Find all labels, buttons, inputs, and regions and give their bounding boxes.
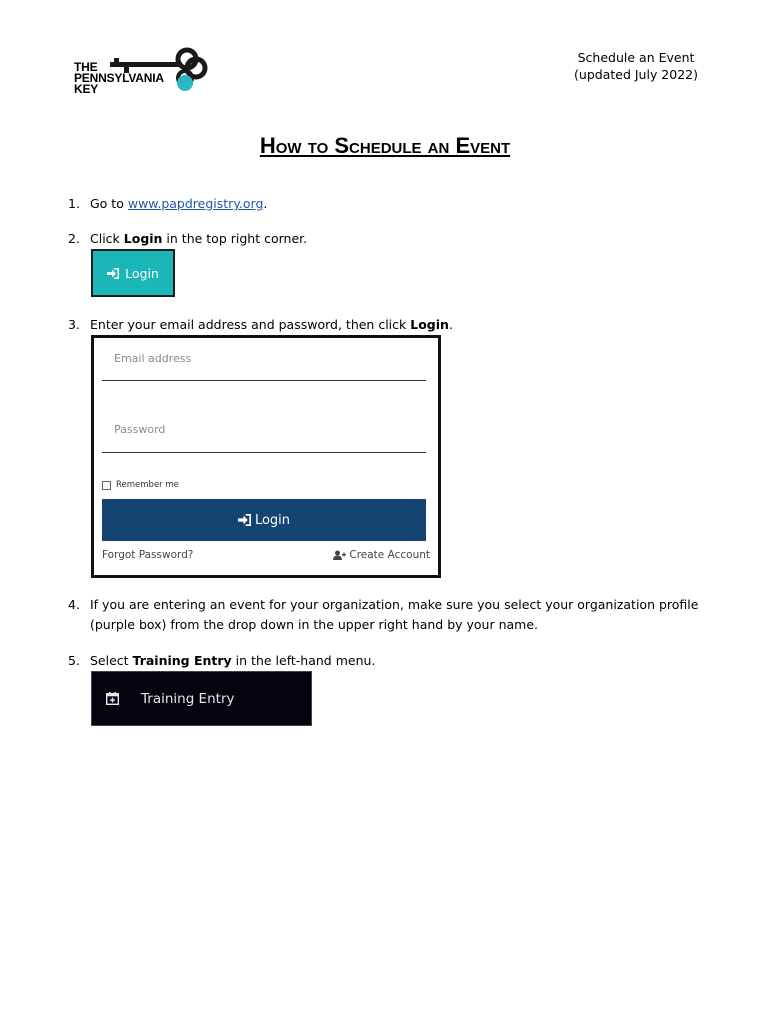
step-3: 3. Enter your email address and password, then click Login. <box>68 315 718 335</box>
calendar-plus-icon <box>106 692 119 705</box>
login-button-label: Login <box>125 265 159 281</box>
updated-date: (updated July 2022) <box>574 67 698 82</box>
step-number: 3. <box>68 317 80 332</box>
remember-me-checkbox[interactable] <box>102 481 111 490</box>
step-5: 5. Select Training Entry in the left-hand menu. <box>68 651 718 671</box>
step-number: 2. <box>68 231 80 246</box>
logo-line-2: PENNSYLVANIA <box>74 71 164 85</box>
step-number: 5. <box>68 653 80 668</box>
step-number: 1. <box>68 196 80 211</box>
training-entry-label: Training Entry <box>141 690 235 707</box>
email-field[interactable]: Email address <box>114 352 192 365</box>
login-button[interactable] <box>93 251 173 295</box>
forgot-password-link[interactable]: Forgot Password? <box>102 549 194 561</box>
form-login-label: Login <box>254 512 291 528</box>
logo-line-3: KEY <box>74 82 99 96</box>
login-form-screenshot <box>91 335 441 578</box>
password-underline <box>102 452 426 453</box>
password-field[interactable]: Password <box>114 423 166 436</box>
create-account-label: Create Account <box>349 549 430 561</box>
form-login-button[interactable] <box>102 499 426 541</box>
sign-in-icon <box>238 514 251 526</box>
logo-line-1: THE <box>74 60 98 74</box>
step-1: 1. Go to www.papdregistry.org. <box>68 194 718 214</box>
remember-me-label: Remember me <box>116 480 179 490</box>
document-name: Schedule an Event <box>577 50 695 65</box>
logo-text <box>74 62 164 95</box>
user-plus-icon <box>333 550 346 560</box>
step-4 <box>68 595 718 635</box>
step-number: 4. <box>68 597 80 612</box>
remember-me[interactable] <box>102 480 179 490</box>
document-header <box>574 49 698 83</box>
login-button-screenshot <box>91 249 175 297</box>
create-account-link[interactable] <box>333 549 430 561</box>
training-entry-menu-item[interactable] <box>91 671 312 726</box>
sign-in-icon <box>107 268 119 279</box>
email-underline <box>102 380 426 381</box>
step-4-text: If you are entering an event for your organization, make sure you select your organization profile (purple box) from the drop down in the upper right hand by your name. <box>90 597 699 632</box>
step-2: 2. Click Login in the top right corner. <box>68 229 718 249</box>
pennsylvania-key-logo <box>72 46 212 98</box>
page-title: How to Schedule an Event <box>259 133 511 158</box>
registry-link[interactable]: www.papdregistry.org <box>127 196 264 211</box>
